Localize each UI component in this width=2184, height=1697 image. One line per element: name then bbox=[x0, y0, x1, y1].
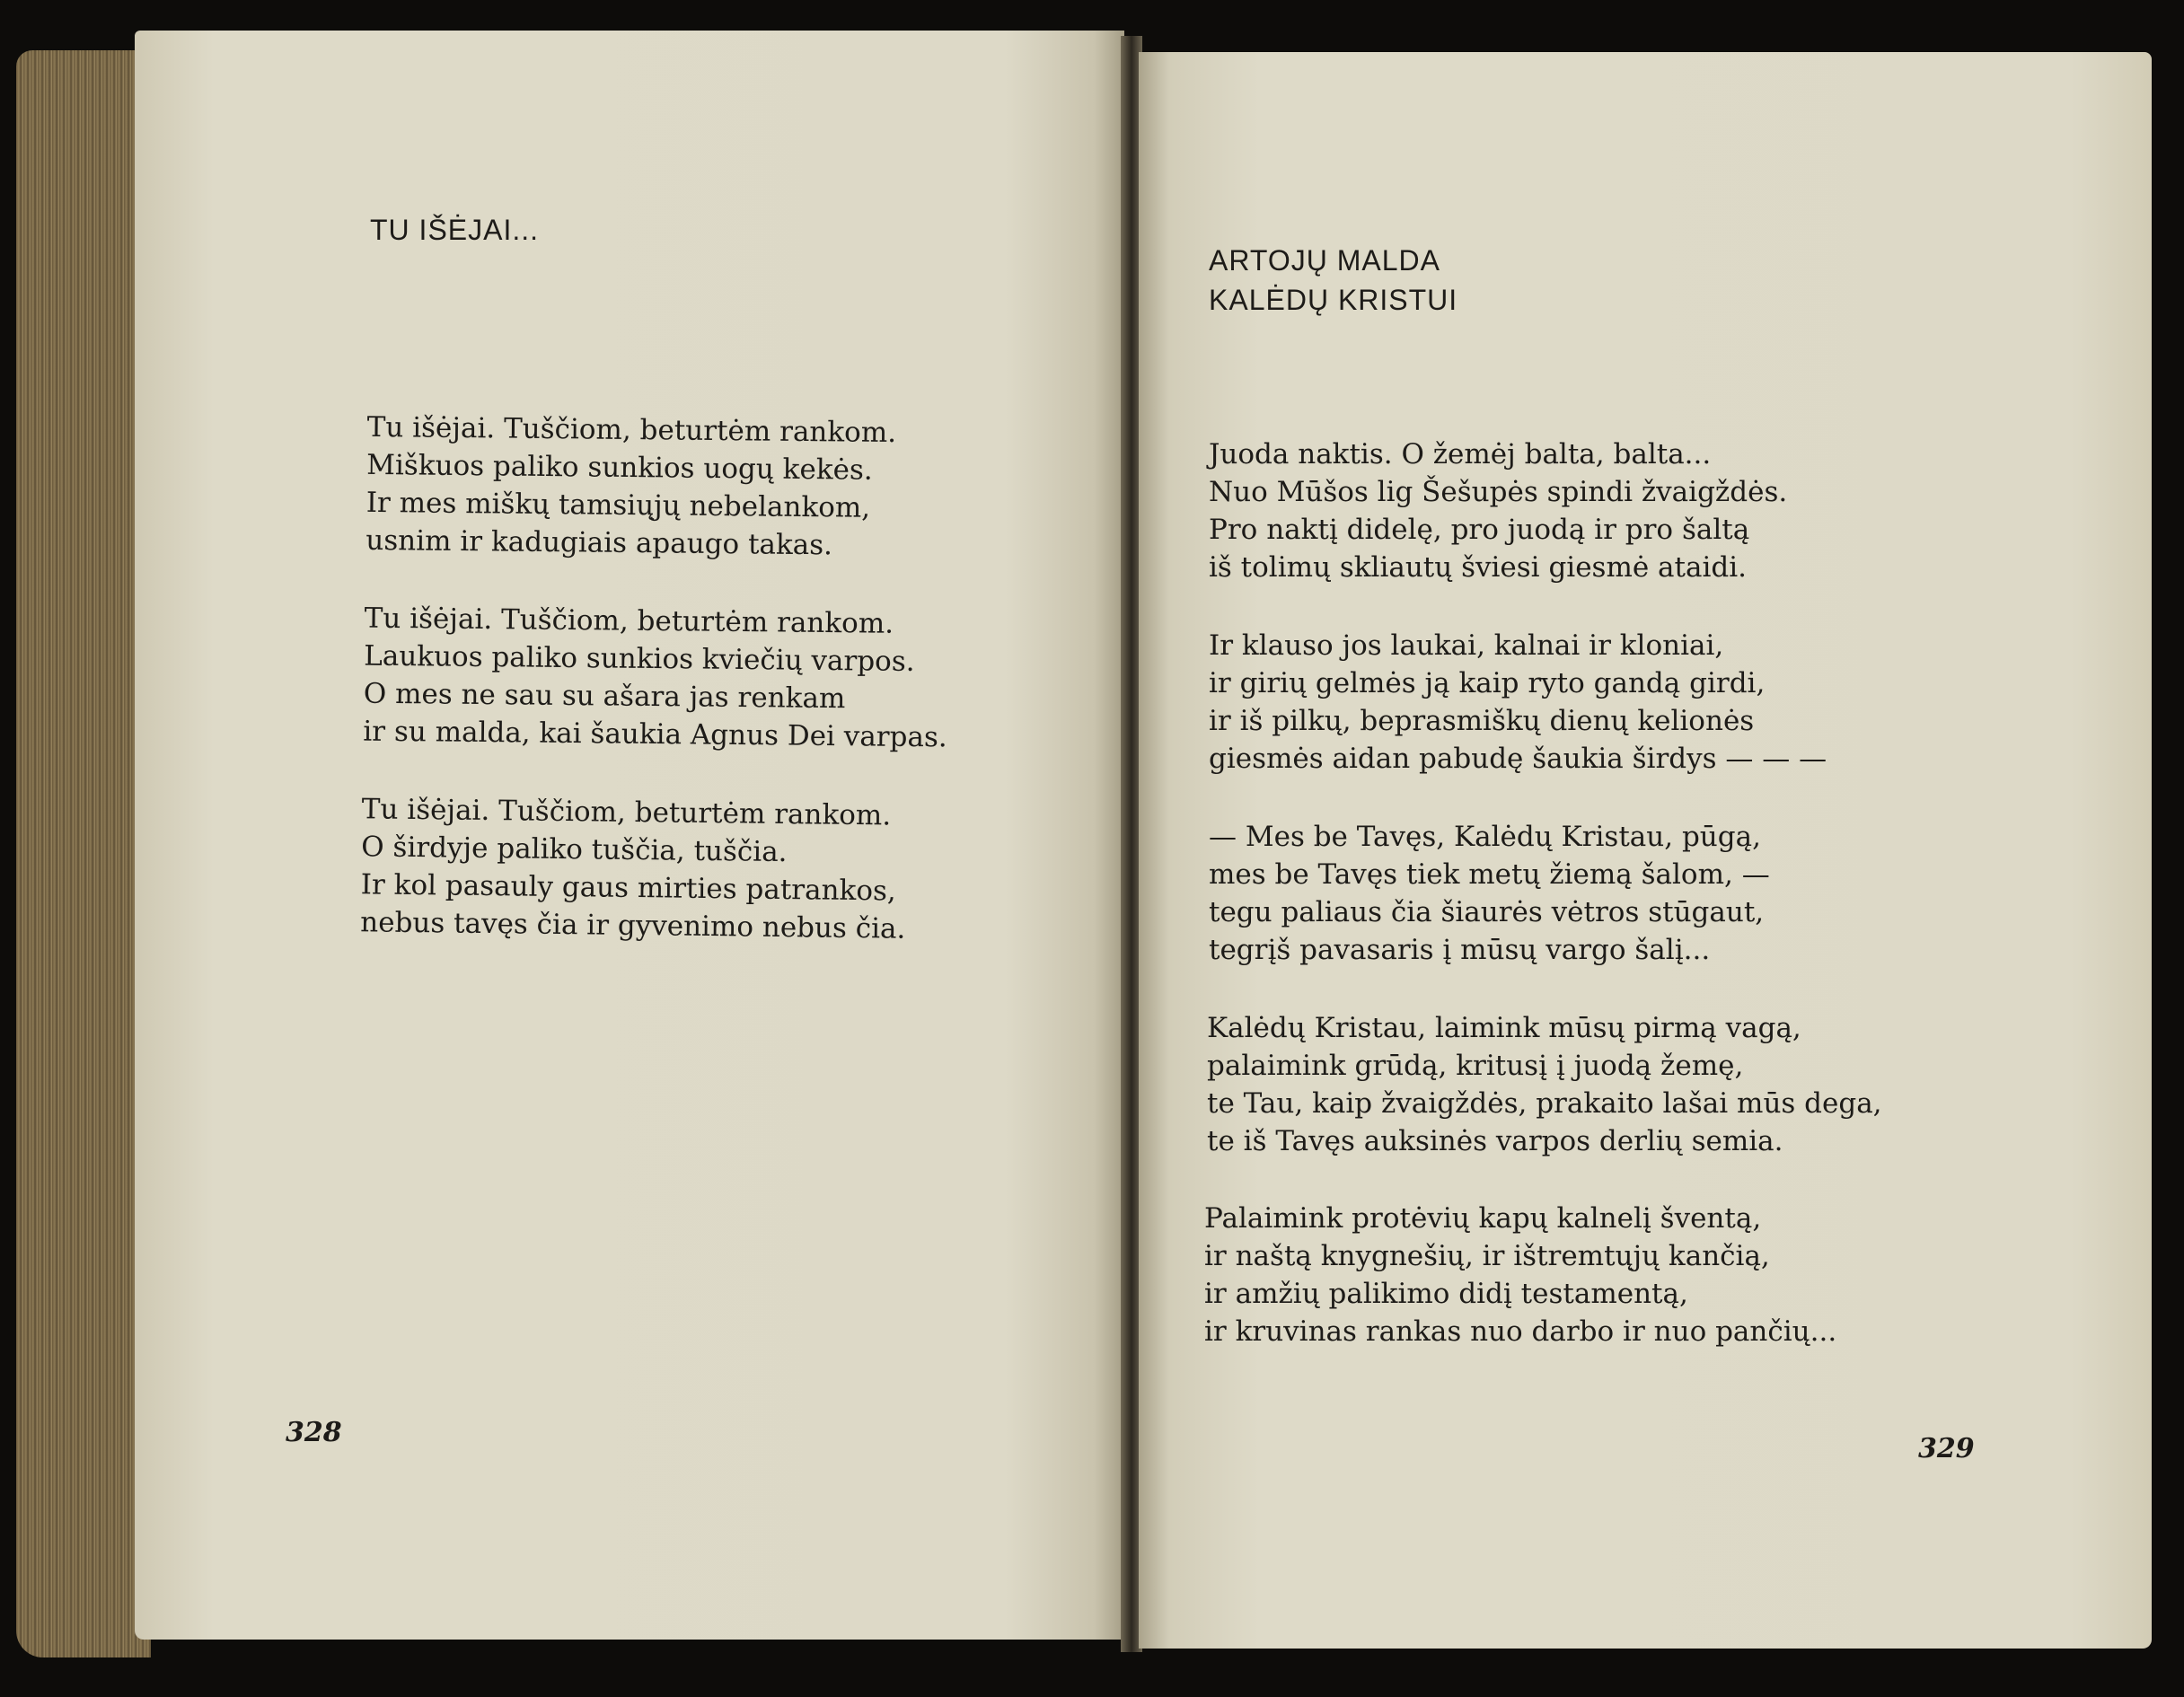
poem-line: Nuo Mūšos lig Šešupės spindi žvaigždės. bbox=[1209, 476, 1788, 508]
poem-line: ir iš pilkų, beprasmiškų dienų kelionės bbox=[1209, 705, 1755, 737]
poem-line: O širdyje paliko tuščia, tuščia. bbox=[361, 831, 788, 869]
left-page-title: TU IŠĖJAI... bbox=[370, 214, 540, 246]
poem-line: tegrįš pavasaris į mūsų vargo šalį... bbox=[1209, 934, 1711, 966]
title-line: ARTOJŲ MALDA bbox=[1209, 244, 1440, 277]
poem-line: Tu išėjai. Tuščiom, beturtėm rankom. bbox=[361, 793, 892, 832]
poem-line: Miškuos paliko sunkios uogų kekės. bbox=[366, 448, 873, 487]
left-stanza-2 bbox=[363, 600, 948, 757]
poem-line: Tu išėjai. Tuščiom, beturtėm rankom. bbox=[366, 410, 897, 450]
poem-line: tegu paliaus čia šiaurės vėtros stūgaut, bbox=[1209, 896, 1765, 928]
poem-line: Juoda naktis. O žemėj balta, balta... bbox=[1209, 438, 1712, 470]
poem-line: Palaimink protėvių kapų kalnelį šventą, bbox=[1204, 1202, 1762, 1235]
poem-line: te iš Tavęs auksinės varpos derlių semia. bbox=[1207, 1125, 1783, 1157]
poem-line: Ir klauso jos laukai, kalnai ir kloniai, bbox=[1209, 629, 1724, 662]
poem-line: Laukuos paliko sunkios kviečių varpos. bbox=[364, 639, 915, 679]
poem-line: Kalėdų Kristau, laimink mūsų pirmą vagą, bbox=[1207, 1012, 1801, 1044]
poem-line: ir girių gelmės ją kaip ryto gandą girdi, bbox=[1209, 667, 1766, 699]
poem-line: palaimink grūdą, kritusį į juodą žemę, bbox=[1207, 1050, 1744, 1082]
poem-line: Ir mes miškų tamsiųjų nebelankom, bbox=[365, 486, 871, 524]
poem-line: ir su malda, kai šaukia Agnus Dei varpas. bbox=[363, 715, 947, 754]
poem-line: ir naštą knygnešių, ir ištremtųjų kančią, bbox=[1204, 1240, 1770, 1272]
right-page-title bbox=[1209, 241, 1457, 320]
left-page-number: 328 bbox=[286, 1417, 342, 1448]
poem-line: O mes ne sau su ašara jas renkam bbox=[363, 677, 846, 716]
right-stanza-2 bbox=[1209, 627, 1827, 778]
poem-line: Ir kol pasauly gaus mirties patrankos, bbox=[360, 868, 896, 908]
left-stanza-1 bbox=[365, 409, 896, 565]
right-stanza-3 bbox=[1209, 818, 1770, 969]
title-line: KALĖDŲ KRISTUI bbox=[1209, 284, 1458, 316]
poem-line: ir amžių palikimo didį testamentą, bbox=[1204, 1278, 1688, 1310]
poem-line: mes be Tavęs tiek metų žiemą šalom, — bbox=[1209, 858, 1770, 891]
poem-line: Tu išėjai. Tuščiom, beturtėm rankom. bbox=[364, 602, 894, 640]
poem-line: iš tolimų skliautų šviesi giesmė ataidi. bbox=[1209, 551, 1748, 584]
poem-line: usnim ir kadugiais apaugo takas. bbox=[365, 523, 833, 562]
page-edge-stack bbox=[16, 50, 151, 1657]
poem-line: — Mes be Tavęs, Kalėdų Kristau, pūgą, bbox=[1209, 821, 1761, 853]
poem-line: ir kruvinas rankas nuo darbo ir nuo pančių... bbox=[1204, 1315, 1837, 1348]
left-stanza-3 bbox=[360, 790, 907, 947]
right-stanza-5 bbox=[1204, 1200, 1836, 1350]
right-page-number: 329 bbox=[1918, 1433, 1975, 1464]
poem-line: nebus tavęs čia ir gyvenimo nebus čia. bbox=[360, 906, 906, 945]
right-stanza-4 bbox=[1207, 1009, 1882, 1160]
poem-line: giesmės aidan pabudę šaukia širdys — — — bbox=[1209, 743, 1827, 775]
poem-line: Pro naktį didelę, pro juodą ir pro šaltą bbox=[1209, 514, 1750, 546]
right-stanza-1 bbox=[1209, 435, 1787, 586]
poem-line: te Tau, kaip žvaigždės, prakaito lašai mūs dega, bbox=[1207, 1087, 1882, 1120]
